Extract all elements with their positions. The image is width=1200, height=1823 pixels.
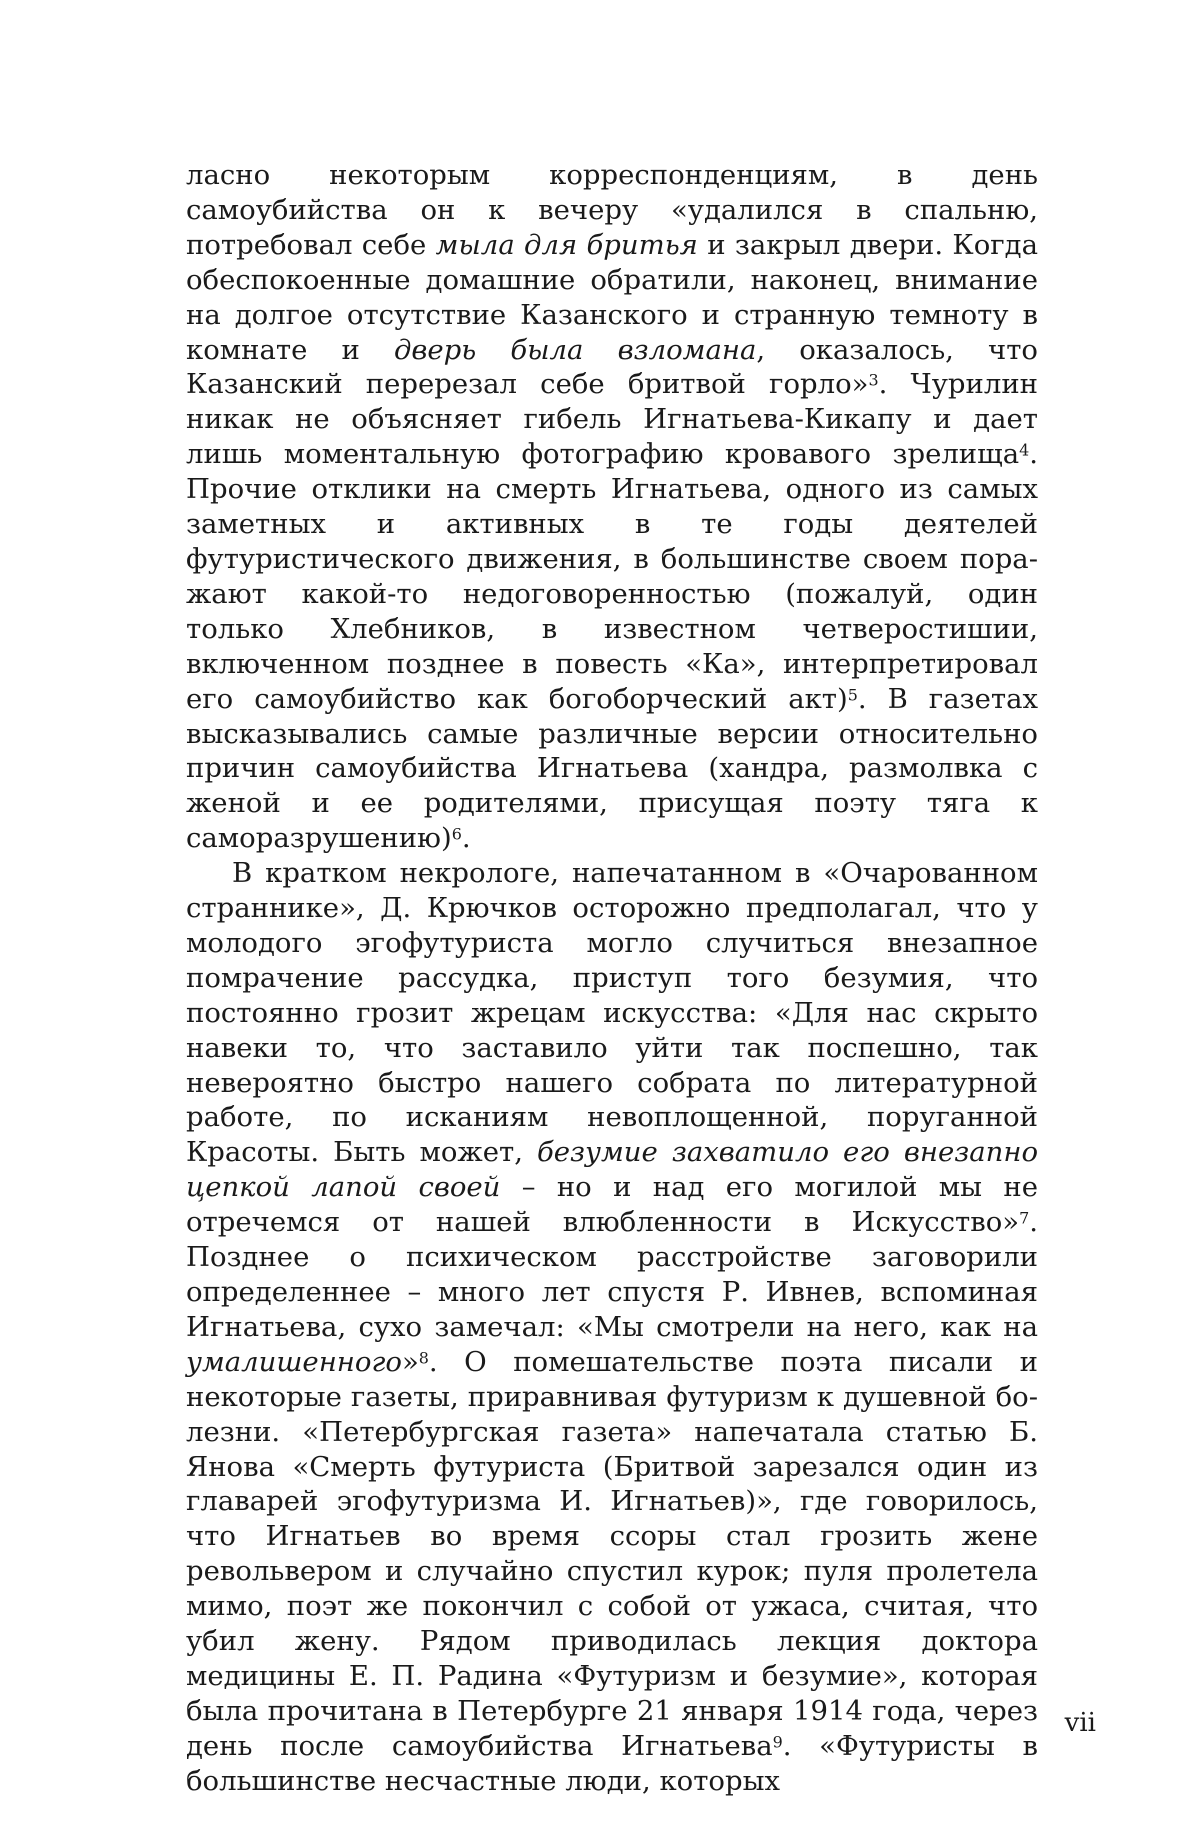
text-run: ласно некоторым корреспонденциям, в день самоубийства он к вечеру «удалился в спальню, потребовал себе [186, 159, 1038, 261]
footnote-ref: 7 [1019, 1208, 1030, 1228]
italic-text: безумие захватило его внезапно цепкой лапой своей [186, 1136, 1039, 1204]
text-run: . Чурилин никак не объясняет гибель Игнатьева-Кикапу и дает лишь моментальную фотографию кровавого зрелища [186, 368, 1038, 471]
paragraph [186, 158, 1038, 856]
footnote-ref: 6 [451, 824, 462, 844]
text-run: . В газетах высказывались самые различные версии относительно причин самоубийства Игнатьева (хандра, размолвка с женой и ее родителями, присущая поэту тяга к саморазрушению) [186, 682, 1038, 855]
text-run: . «Футуристы в большинстве несчастные люди, которых [186, 1729, 1038, 1797]
footnote-ref: 9 [772, 1732, 783, 1752]
text-run: и закрыл двери. Когда обеспокоенные домашние обратили, наконец, внимание на долгое отсутствие Казанского и странную темноту в комнате и [186, 228, 1038, 366]
italic-text: умалишенного [186, 1345, 402, 1378]
text-run: . О помешательстве поэта писали и некоторые газеты, приравнивая футуризм к душевной болезни. «Петербургская газета» напечатала статью Б. Янова «Смерть футуриста (Бритвой зарезался один из главарей эгофутуризма И. Игнатьев)», где говорилось, что Игнатьев во время ссоры стал грозить жене револьвером и случайно спустил курок; пуля пролетела мимо, поэт же покончил с собой от ужаса, считая, что убил жену. Рядом приводилась лекция доктора медицины Е. П. Радина «Футуризм и безумие», которая была прочитана в Петербурге 21 января 1914 года, через день после самоубийства Игнатьева [186, 1345, 1038, 1762]
footnote-ref: 8 [418, 1348, 429, 1368]
paragraph [186, 856, 1038, 1798]
text-run: . Прочие отклики на смерть Игнатьева, одного из самых заметных и активных в те годы деятелей футуристического движения, в большинстве своем поражают какой-то недоговоренностью (пожалуй, один только Хлебников, в известном четверостишии, включенном позднее в повесть «Ка», интерпретировал его самоубийство как богоборческий акт) [186, 438, 1038, 715]
text-run: В кратком некрологе, напечатанном в «Очарованном страннике», Д. Крючков осторожно предполагал, что у молодого эгофутуриста могло случиться внезапное помрачение рассудка, приступ того безумия, что постоянно грозит жрецам искусства: «Для нас скрыто навеки то, что заставило уйти так поспешно, так невероятно быстро нашего собрата по литературной работе, по исканиям невоплощенной, поруганной Красоты. Быть может, [186, 857, 1038, 1169]
text-run: – но и над его могилой мы не отречемся от нашей влюбленности в Искусство» [186, 1171, 1038, 1239]
footnote-ref: 5 [847, 684, 858, 704]
text-run: , оказалось, что Казанский перерезал себе бритвой горло» [186, 333, 1038, 401]
italic-text: мыла для бритья [435, 228, 698, 261]
footnote-ref: 4 [1019, 440, 1030, 460]
text-run: » [401, 1345, 419, 1378]
italic-text: дверь была взломана [393, 333, 757, 366]
text-run: . [461, 822, 471, 855]
body-text [186, 158, 1038, 1799]
page-number: vii [1064, 1708, 1096, 1738]
footnote-ref: 3 [868, 370, 879, 390]
text-run: . Позднее о психическом расстройстве заговорили определеннее – много лет спустя Р. Ивнев, вспоминая Игнатьева, сухо замечал: «Мы смотрели на него, как на [186, 1206, 1038, 1343]
